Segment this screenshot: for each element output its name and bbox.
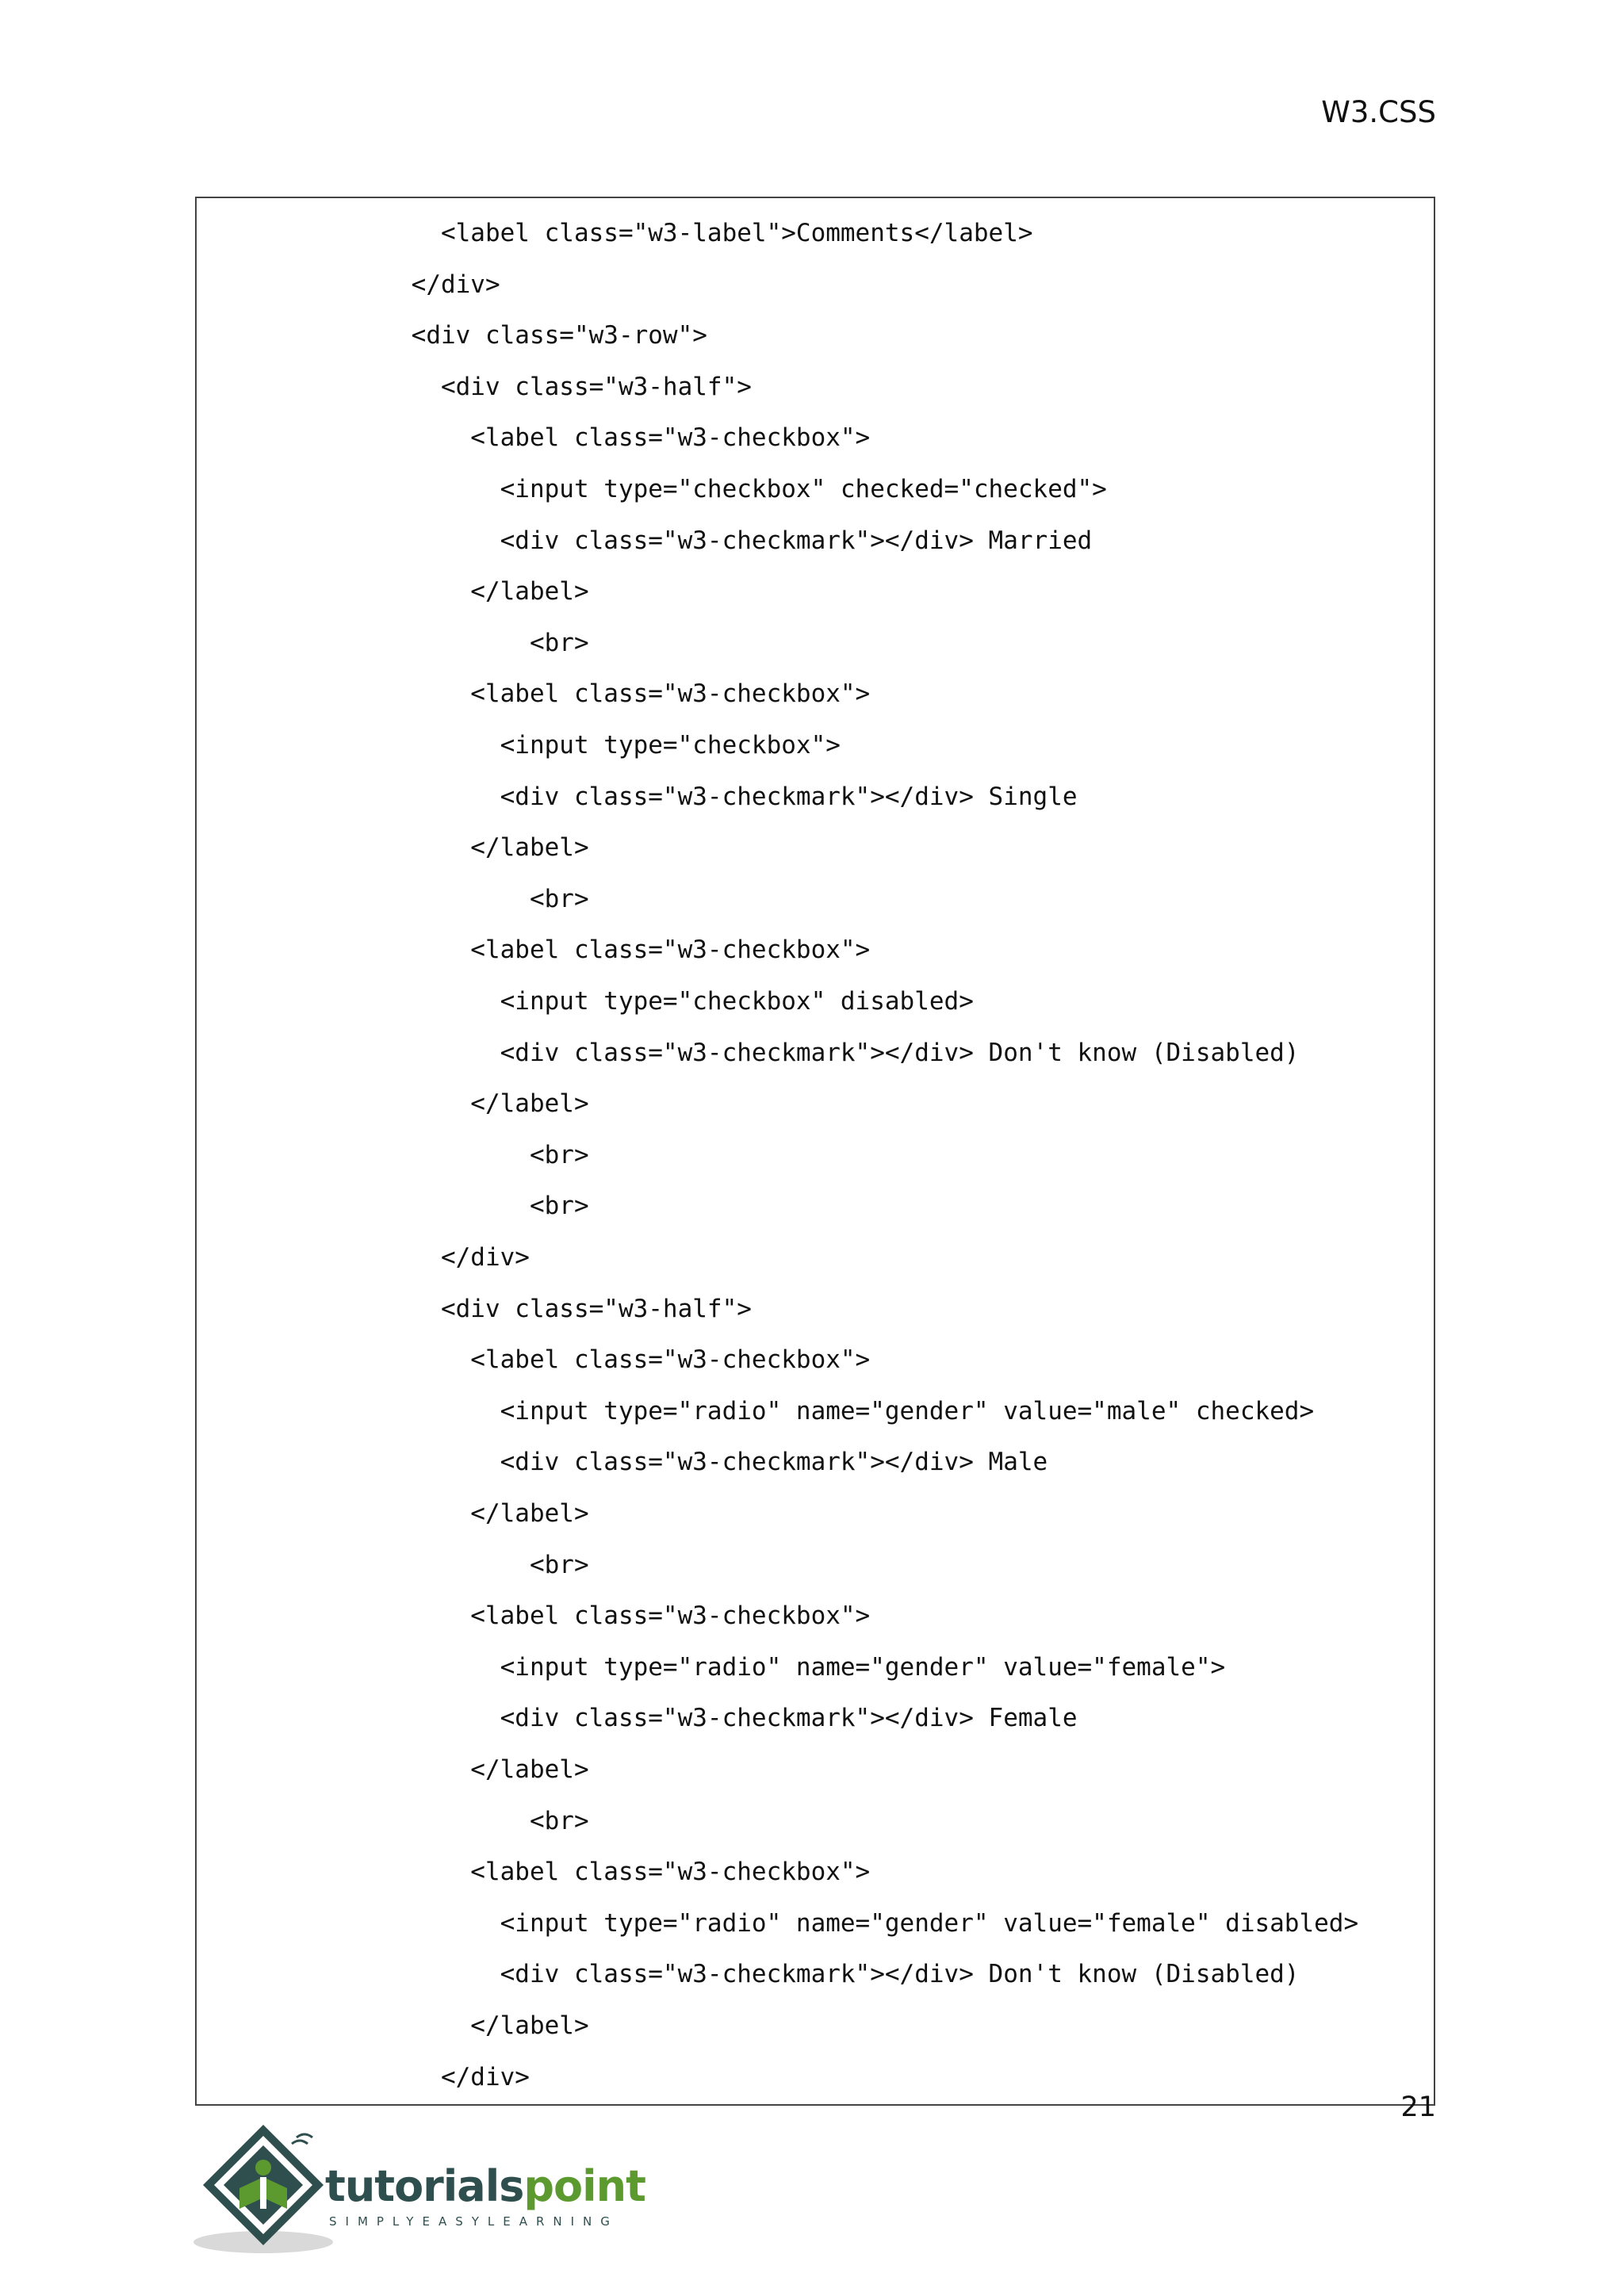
code-line: <div class="w3-checkmark"></div> Female	[352, 1704, 1078, 1733]
code-line: <label class="w3-checkbox">	[352, 679, 871, 709]
code-line: </label>	[352, 2011, 589, 2040]
code-line: <br>	[352, 1192, 589, 1221]
code-line: <br>	[352, 1806, 589, 1835]
code-line: <input type="checkbox" checked="checked">	[352, 475, 1107, 503]
code-line: </div>	[352, 1243, 530, 1272]
code-line: </label>	[352, 1089, 589, 1119]
code-line: <div class="w3-checkmark"></div> Don't know (Disabled)	[352, 1960, 1300, 1989]
code-line: </label>	[352, 577, 589, 607]
code-line: <label class="w3-checkbox">	[352, 1601, 871, 1631]
code-line: <input type="radio" name="gender" value="female" disabled>	[352, 1908, 1359, 1938]
code-line: <label class="w3-checkbox">	[352, 1345, 871, 1375]
code-line: <br>	[352, 628, 589, 657]
code-line: <label class="w3-label">Comments</label>	[352, 219, 1033, 247]
logo-tagline: SIMPLYEASYLEARNING	[329, 2214, 619, 2229]
code-line: </div>	[352, 2062, 530, 2091]
code-line: <div class="w3-checkmark"></div> Married	[352, 526, 1093, 555]
code-line: <br>	[352, 1140, 589, 1169]
code-line: <div class="w3-row">	[352, 321, 707, 350]
code-line: </label>	[352, 1755, 589, 1784]
code-block	[195, 197, 1435, 2106]
code-line: <label class="w3-checkbox">	[352, 423, 871, 453]
code-line: </div>	[352, 270, 500, 299]
code-line: <input type="radio" name="gender" value="female">	[352, 1652, 1226, 1682]
code-line: <input type="radio" name="gender" value="male" checked>	[352, 1396, 1315, 1425]
code-line: <div class="w3-checkmark"></div> Don't know (Disabled)	[352, 1038, 1300, 1067]
logo-wordmark: tutorialspoint	[325, 2161, 645, 2211]
code-line: <label class="w3-checkbox">	[352, 1858, 871, 1887]
code-line: <input type="checkbox">	[352, 731, 841, 760]
page-header-title: W3.CSS	[1321, 95, 1436, 129]
code-line: <div class="w3-checkmark"></div> Single	[352, 782, 1078, 811]
code-line: <div class="w3-half">	[352, 372, 752, 401]
code-line: <label class="w3-checkbox">	[352, 936, 871, 965]
code-line: </label>	[352, 833, 589, 863]
code-line: <br>	[352, 1550, 589, 1579]
code-line: </label>	[352, 1499, 589, 1528]
page-number: 21	[1400, 2091, 1436, 2123]
tutorialspoint-logo	[190, 2115, 650, 2258]
code-line: <div class="w3-half">	[352, 1294, 752, 1323]
code-line: <br>	[352, 884, 589, 913]
code-line: <input type="checkbox" disabled>	[352, 987, 974, 1016]
code-line: <div class="w3-checkmark"></div> Male	[352, 1448, 1048, 1477]
